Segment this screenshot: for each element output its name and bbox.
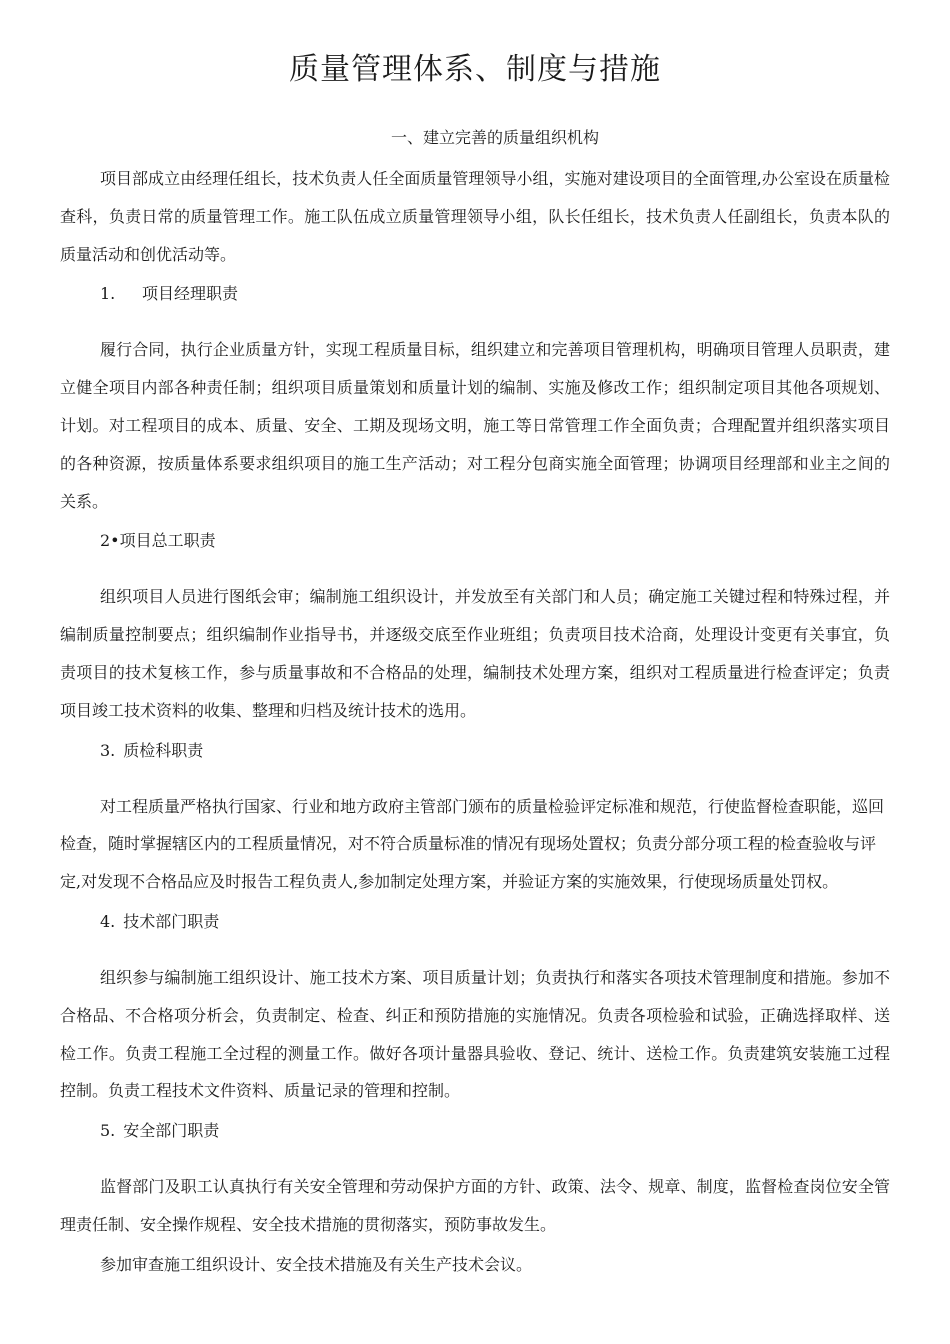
item-number: 1. <box>100 284 116 304</box>
item-number: 2• <box>100 531 120 551</box>
item-title: 技术部门职责 <box>123 911 220 931</box>
section-heading: 一、建立完善的质量组织机构 <box>390 128 599 147</box>
item-paragraph-safety-dept: 监督部门及职工认真执行有关安全管理和劳动保护方面的方针、政策、法令、规章、制度，监督检查岗位安全管理责任制、安全操作规程、安全技术措施的贯彻落实，预防事故发生。 <box>60 1177 890 1234</box>
item-paragraph-technical-dept: 组织参与编制施工组织设计、施工技术方案、项目质量计划；负责执行和落实各项技术管理制度和措施。参加不合格品、不合格项分析会，负责制定、检查、纠正和预防措施的实施情况。负责各项检验和试验，正确选择取样、送检工作。负责工程施工全过程的测量工作。做好各项计量器具验收、登记、统计、送检工作。负责建筑安装施工过程控制。负责工程技术文件资料、质量记录的管理和控制。 <box>60 967 890 1101</box>
item-title: 安全部门职责 <box>123 1121 220 1141</box>
item-number: 3. <box>100 740 116 760</box>
document-title: 质量管理体系、制度与措施 <box>289 52 661 87</box>
item-paragraph-project-manager: 履行合同，执行企业质量方针，实现工程质量目标，组织建立和完善项目管理机构，明确项目管理人员职责，建立健全项目内部各种责任制；组织项目质量策划和质量计划的编制、实施及修改工作；组织制定项目其他各项规划、计划。对工程项目的成本、质量、安全、工期及现场文明，施工等日常管理工作全面负责；合理配置并组织落实项目的各种资源，按质量体系要求组织项目的施工生产活动；对工程分包商实施全面管理；协调项目经理部和业主之间的关系。 <box>60 340 890 511</box>
item-title: 项目总工职责 <box>119 531 216 551</box>
item-heading-safety-dept <box>60 1114 890 1148</box>
item-heading-quality-inspection <box>60 734 890 768</box>
item-paragraph-quality-inspection: 对工程质量严格执行国家、行业和地方政府主管部门颁布的质量检验评定标准和规范，行使监督检查职能，巡回检查，随时掌握辖区内的工程质量情况，对不符合质量标准的情况有现场处置权；负责分部分项工程的检查验收与评定,对发现不合格品应及时报告工程负责人,参加制定处理方案，并验证方案的实施效果，行使现场质量处罚权。 <box>60 796 885 892</box>
intro-paragraph: 项目部成立由经理任组长，技术负责人任全面质量管理领导小组，实施对建设项目的全面管理,办公室设在质量检查科，负责日常的质量管理工作。施工队伍成立质量管理领导小组，队长任组长，技术负责人任副组长，负责本队的质量活动和创优活动等。 <box>60 169 890 264</box>
item-title: 质检科职责 <box>123 740 204 760</box>
item-heading-technical-dept <box>60 905 890 939</box>
item-heading-project-manager <box>60 277 890 311</box>
item-number: 5. <box>100 1121 116 1141</box>
item-heading-chief-engineer <box>60 524 890 558</box>
item-number: 4. <box>100 911 116 931</box>
item-paragraph-safety-dept-2: 参加审查施工组织设计、安全技术措施及有关生产技术会议。 <box>100 1254 533 1274</box>
item-paragraph-chief-engineer: 组织项目人员进行图纸会审；编制施工组织设计，并发放至有关部门和人员；确定施工关键过程和特殊过程，并编制质量控制要点；组织编制作业指导书，并逐级交底至作业班组；负责项目技术洽商，处理设计变更有关事宜，负责项目的技术复核工作，参与质量事故和不合格品的处理，编制技术处理方案，组织对工程质量进行检查评定；负责项目竣工技术资料的收集、整理和归档及统计技术的选用。 <box>60 587 890 720</box>
item-title: 项目经理职责 <box>142 284 239 304</box>
document-body <box>60 160 890 1284</box>
